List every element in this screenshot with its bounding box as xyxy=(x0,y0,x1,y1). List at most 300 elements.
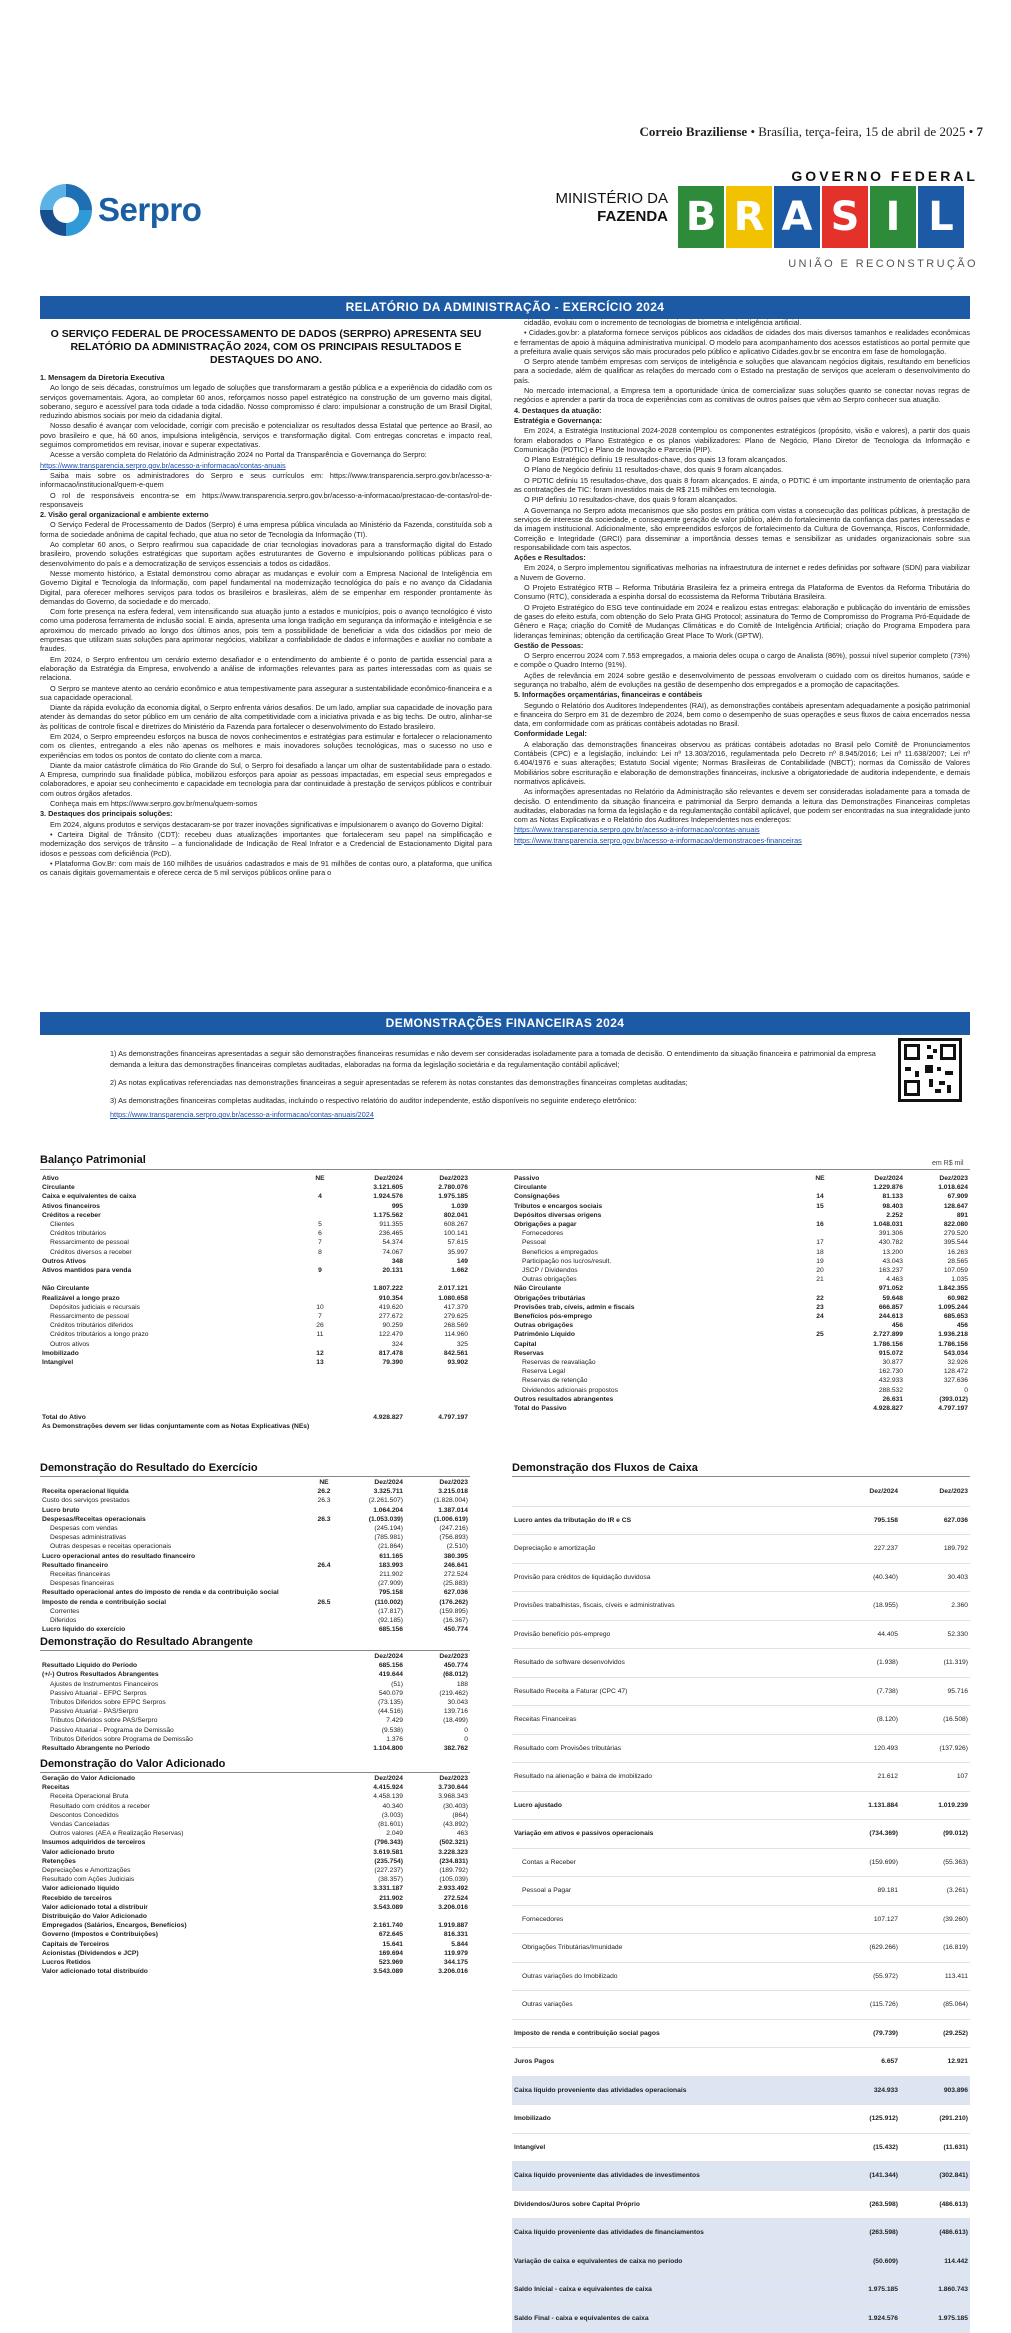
report-right-paragraph: Gestão de Pessoas: xyxy=(514,640,584,650)
dva-row xyxy=(40,1820,470,1829)
ativo-cell: 1.662 xyxy=(451,1267,468,1275)
dfc-cell: (486.613) xyxy=(900,2219,970,2248)
dfc-cell: (125.912) xyxy=(830,2105,900,2134)
dfc-cell: Outras variações xyxy=(512,1991,830,2020)
passivo-cell: JSCP / Dividendos xyxy=(522,1267,578,1275)
passivo-cell: 1.035 xyxy=(951,1276,968,1284)
serpro-logo xyxy=(40,184,201,236)
dfc-rule xyxy=(512,1476,970,1477)
passivo-cell: Outros resultados abrangentes xyxy=(514,1395,614,1403)
passivo-cell: 1.095.244 xyxy=(938,1303,968,1311)
financial-note-2: 2) As notas explicativas referenciadas nas demonstrações financeiras a seguir apresentadas se referem às notas constantes das demonstrações financeiras completas auditadas; xyxy=(110,1078,688,1087)
dra-table xyxy=(40,1652,470,1753)
ativo-row xyxy=(40,1330,470,1339)
dfc-row xyxy=(512,1563,970,1592)
dfc-cell: 324.933 xyxy=(830,2076,900,2105)
financial-note-1: 1) As demonstrações financeiras apresentadas a seguir são demonstrações financeiras resumidas e não devem ser consideradas isoladamente para a tomada de decisão. O entendimento da situação financeira e patrimonial da empresa demanda a leitura das demonstrações financeiras completas auditadas, elaboradas na forma da legislação societária e da regulamentação contábil aplicável; xyxy=(110,1049,876,1069)
ministry-line-2: FAZENDA xyxy=(597,208,668,225)
dfc-cell: 6.657 xyxy=(830,2048,900,2077)
dfc-cell: (3.261) xyxy=(900,1877,970,1906)
dre-cell: 627.036 xyxy=(443,1589,468,1597)
dva-cell xyxy=(405,1912,470,1921)
passivo-cell: 32.926 xyxy=(947,1359,968,1367)
dre-cell: 3.215.018 xyxy=(438,1488,468,1496)
ativo-row xyxy=(40,1220,470,1229)
dva-cell: 816.331 xyxy=(443,1931,468,1939)
dva-cell: (105.039) xyxy=(439,1876,468,1884)
ativo-cell xyxy=(40,1395,300,1404)
passivo-cell: 279.520 xyxy=(943,1230,968,1238)
report-right-paragraph: O Projeto Estratégico do ESG teve continuidade em 2024 e realizou estas entregas: elaboração e publicação do inventário de emissões de gases do efeito estufa, com obtenção do Selo Prata GHG Protocol; assinatura do Termo de Compromisso do Programa Pró-Equidade de Gênero e Raça; criação do Comitê de Mudanças Climáticas e do Comitê de Inteligência Artificial; criação do Programa Empodera para lideranças femininas; obtenção da certificação Great Place To Work (GPTW). xyxy=(514,602,970,640)
dva-row xyxy=(40,1802,470,1811)
dra-cell: 450.774 xyxy=(443,1662,468,1670)
passivo-cell: 822.080 xyxy=(943,1221,968,1229)
ativo-row xyxy=(40,1367,470,1376)
passivo-cell: 30.877 xyxy=(882,1359,903,1367)
dva-cell: Vendas Canceladas xyxy=(50,1821,110,1829)
dra-cell: (73.135) xyxy=(378,1699,403,1707)
report-right-paragraph: O Projeto Estratégico RTB – Reforma Tributária Brasileira fez a primeira entrega da Plataforma de Eventos da Reforma Tributária do Consumo (RTC), considerada a espinha dorsal do ecossistema da Reforma Tributária Brasileira. xyxy=(514,583,970,602)
report-left-paragraph: Conheça mais em https://www.serpro.gov.br/menu/quem-somos xyxy=(50,799,258,809)
dva-cell: 672.645 xyxy=(378,1931,403,1939)
passivo-row xyxy=(512,1183,970,1192)
passivo-cell: Reserva Legal xyxy=(522,1368,566,1376)
passivo-cell: 128.472 xyxy=(943,1368,968,1376)
dva-cell: Descontos Concedidos xyxy=(50,1811,119,1819)
ativo-cell: Outros Ativos xyxy=(42,1257,86,1265)
dra-row xyxy=(40,1707,470,1716)
dva-rule xyxy=(40,1772,470,1773)
report-right-paragraph: O PIP definiu 10 resultados-chave, dos quais 9 foram alcançados. xyxy=(524,495,738,505)
passivo-cell: 98.403 xyxy=(882,1202,903,1210)
passivo-row xyxy=(512,1294,970,1303)
dva-cell: 3.228.323 xyxy=(438,1848,468,1856)
dre-cell xyxy=(308,1579,340,1588)
dre-cell: (21.864) xyxy=(378,1543,403,1551)
passivo-cell: 2.727.899 xyxy=(873,1331,903,1339)
dva-cell: 2.161.740 xyxy=(373,1922,403,1930)
dva-cell: Insumos adquiridos de terceiros xyxy=(42,1839,146,1847)
dre-cell: 26.3 xyxy=(317,1515,331,1523)
serpro-logo-icon xyxy=(40,184,92,236)
dfc-row xyxy=(512,1877,970,1906)
ativo-cell xyxy=(300,1404,340,1413)
serpro-logo-text: Serpro xyxy=(98,191,202,228)
report-left-paragraph[interactable]: https://www.transparencia.serpro.gov.br/acesso-a-informacao/contas-anuais xyxy=(40,460,286,470)
dfc-cell: (7.738) xyxy=(830,1677,900,1706)
dfc-cell: 795.158 xyxy=(830,1506,900,1535)
dfc-cell: Caixa líquido proveniente das atividades operacionais xyxy=(512,2076,830,2105)
dre-cell: (17.817) xyxy=(378,1607,403,1615)
report-left-paragraph: 3. Destaques dos principais soluções: xyxy=(40,809,173,819)
ativo-cell: 3.121.605 xyxy=(373,1184,403,1192)
report-left-paragraph: Diante da rápida evolução da economia digital, o Serpro enfrenta vários desafios. De um lado, ampliar sua capacidade de inovação para atender às demandas do setor público em um cenário de alta competitividade com a iniciativa privada e as big techs. De outro, alinhar-se às políticas de controle fiscal e diretrizes do Ministério da Fazenda para fortalecer o desenvolvimento do Estado brasileiro. xyxy=(40,703,492,731)
dre-cell: (92.185) xyxy=(378,1617,403,1625)
passivo-cell: 456 xyxy=(891,1322,903,1330)
dfc-table xyxy=(512,1478,970,2333)
report-left-paragraph: Com forte presença na esfera federal, vem intensificando sua atuação junto a estados e municípios, pois o avanço tecnológico é visto como uma poderosa ferramenta de inclusão social. E ainda, apresenta uma longa tradição em segurança da informação e inteligência e se aproximou do mercado privado ao longo dos últimos anos, pois tem a possibilidade de beneficiar a vida dos cidadãos por meio de empresas que utilizam suas soluções para aprimorar negócios, viabilizar a confiabilidade de dados e informações e auxiliar no combate a fraudes. xyxy=(40,607,492,654)
dre-cell: 272.524 xyxy=(443,1571,468,1579)
dfc-cell: Caixa líquido proveniente das atividades de financiamentos xyxy=(512,2219,830,2248)
balanco-rule xyxy=(40,1169,970,1170)
ativo-cell: Créditos tributários a longo prazo xyxy=(50,1331,149,1339)
governo-federal-title: GOVERNO FEDERAL xyxy=(791,168,978,184)
dfc-cell: Intangível xyxy=(512,2133,830,2162)
dre-header-row xyxy=(40,1478,470,1487)
passivo-row xyxy=(512,1367,970,1376)
passivo-cell: 915.072 xyxy=(878,1349,903,1357)
passivo-header-cell: Passivo xyxy=(514,1175,540,1182)
dva-cell: 15.641 xyxy=(382,1940,403,1948)
passivo-row xyxy=(512,1275,970,1284)
dfc-cell: Resultado na alienação e baixa de imobilizado xyxy=(512,1763,830,1792)
dra-cell: Tributos Diferidos sobre PAS/Serpro xyxy=(50,1717,158,1725)
dre-row xyxy=(40,1588,470,1597)
passivo-cell xyxy=(800,1211,840,1220)
dre-cell: (1.053.039) xyxy=(368,1515,403,1523)
ativo-cell: 7 xyxy=(318,1239,322,1247)
report-right-paragraph: O Plano de Negócio definiu 11 resultados-chave, dos quais 9 foram alcançados. xyxy=(524,465,784,475)
dra-row xyxy=(40,1670,470,1679)
ativo-cell: 6 xyxy=(318,1230,322,1238)
dfc-row xyxy=(512,1592,970,1621)
dre-cell: 211.902 xyxy=(379,1571,403,1579)
balanco-ativo-table xyxy=(40,1174,470,1432)
dra-cell: 7.429 xyxy=(386,1717,403,1725)
passivo-header-cell: Dez/2023 xyxy=(939,1175,968,1182)
dva-row xyxy=(40,1884,470,1893)
dra-cell: Passivo Atuarial - Programa de Demissão xyxy=(50,1726,174,1734)
passivo-cell: Consignações xyxy=(514,1193,560,1201)
passivo-cell: 4.928.827 xyxy=(873,1405,903,1413)
dre-cell: Resultado operacional antes do imposto de renda e da contribuição social xyxy=(42,1589,279,1597)
dfc-cell: 114.442 xyxy=(900,2247,970,2276)
ativo-cell xyxy=(405,1386,470,1395)
dva-cell: 463 xyxy=(456,1830,468,1838)
dre-cell: Lucro bruto xyxy=(42,1506,80,1514)
dfc-cell: 21.612 xyxy=(830,1763,900,1792)
report-right-paragraph[interactable]: https://www.transparencia.serpro.gov.br/acesso-a-informacao/contas-anuais xyxy=(514,825,760,835)
ativo-cell: 100.141 xyxy=(443,1230,468,1238)
dfc-cell: Provisões trabalhistas, fiscais, cíveis e administrativas xyxy=(512,1592,830,1621)
financial-notes xyxy=(110,1048,890,1127)
passivo-cell: 25 xyxy=(816,1331,824,1339)
ativo-cell: 12 xyxy=(316,1349,324,1357)
passivo-cell: 685.653 xyxy=(943,1313,968,1321)
ativo-cell xyxy=(300,1202,340,1211)
dra-cell: Resultado Abrangente no Período xyxy=(42,1745,150,1753)
brasil-letter: B xyxy=(678,186,724,248)
passivo-cell: Reservas de reavaliação xyxy=(522,1359,596,1367)
dfc-row xyxy=(512,2162,970,2191)
governo-federal-tagline: UNIÃO E RECONSTRUÇÃO xyxy=(788,258,978,270)
dfc-cell: 903.896 xyxy=(900,2076,970,2105)
ativo-cell: 122.479 xyxy=(378,1331,403,1339)
passivo-cell: 22 xyxy=(816,1294,824,1302)
dra-cell: Resultado Líquido do Período xyxy=(42,1662,138,1670)
ativo-cell xyxy=(300,1386,340,1395)
ativo-cell xyxy=(300,1413,340,1422)
report-left-paragraph: O Serpro se manteve atento ao cenário econômico e atua tempestivamente para assegurar a sustentabilidade econômico-financeira e a sua capacidade operacional. xyxy=(40,683,492,702)
dfc-cell: (15.432) xyxy=(830,2133,900,2162)
ativo-cell: 2.780.076 xyxy=(438,1184,468,1192)
dfc-cell: (1.938) xyxy=(830,1649,900,1678)
ativo-cell: 5 xyxy=(318,1221,322,1229)
ativo-cell: 1.039 xyxy=(451,1202,468,1210)
dfc-row xyxy=(512,1991,970,2020)
passivo-cell: 666.857 xyxy=(878,1303,903,1311)
dra-cell: 419.644 xyxy=(378,1671,403,1679)
dva-row xyxy=(40,1774,470,1783)
dfc-cell: Receitas Financeiras xyxy=(512,1706,830,1735)
dva-cell: 2.049 xyxy=(386,1830,403,1838)
dva-cell: 3.619.581 xyxy=(373,1848,403,1856)
ativo-row xyxy=(40,1284,470,1293)
report-heading: O SERVIÇO FEDERAL DE PROCESSAMENTO DE DADOS (SERPRO) APRESENTA SEU RELATÓRIO DA ADMINISTRAÇÃO 2024, COM OS PRINCIPAIS RESULTADOS E DESTAQUES DO ANO. xyxy=(50,328,482,366)
passivo-row xyxy=(512,1386,970,1395)
dfc-row xyxy=(512,1934,970,1963)
dre-table xyxy=(40,1478,470,1634)
ativo-cell: 26 xyxy=(316,1322,324,1330)
ativo-cell xyxy=(405,1376,470,1385)
ativo-row xyxy=(40,1349,470,1358)
report-right-paragraphs xyxy=(514,318,970,845)
dva-cell: Receita Operacional Bruta xyxy=(50,1793,129,1801)
dfc-cell: (486.613) xyxy=(900,2190,970,2219)
report-left-paragraph: 1. Mensagem da Diretoria Executiva xyxy=(40,373,165,382)
report-right-paragraph: Em 2024, o Serpro implementou significativas melhorias na infraestrutura de internet e redes definidas por software (SDN) para viabilizar a Nuvem de Governo. xyxy=(514,563,970,582)
brasil-letter: S xyxy=(822,186,868,248)
dfc-cell: 1.975.185 xyxy=(900,2304,970,2333)
dra-row xyxy=(40,1716,470,1725)
ativo-cell: Não Circulante xyxy=(42,1285,90,1293)
ativo-row xyxy=(40,1294,470,1303)
dra-cell: Ajustes de Instrumentos Financeiros xyxy=(50,1680,159,1688)
passivo-cell xyxy=(800,1358,840,1367)
report-right-paragraph[interactable]: https://www.transparencia.serpro.gov.br/acesso-a-informacao/demonstracoes-financeiras xyxy=(514,835,802,845)
dra-cell: 685.156 xyxy=(378,1662,403,1670)
passivo-cell: 456 xyxy=(956,1322,968,1330)
dfc-cell: (99.012) xyxy=(900,1820,970,1849)
ativo-cell: 10 xyxy=(316,1303,324,1311)
dva-cell: 4.458.139 xyxy=(373,1793,403,1801)
ativo-cell: 114.960 xyxy=(444,1331,468,1339)
dva-cell: 272.524 xyxy=(443,1894,468,1902)
dva-row xyxy=(40,1967,470,1976)
dra-cell: (9.538) xyxy=(381,1726,403,1734)
report-column-right xyxy=(514,318,970,1060)
passivo-cell: 4.797.197 xyxy=(938,1405,968,1413)
dva-cell: Governo (Impostos e Contribuições) xyxy=(42,1931,158,1939)
ativo-cell xyxy=(300,1367,340,1376)
passivo-cell: 1.786.156 xyxy=(873,1340,903,1348)
dfc-cell: 107 xyxy=(900,1763,970,1792)
passivo-cell: 17 xyxy=(816,1239,824,1247)
dfc-cell: (137.926) xyxy=(900,1734,970,1763)
dre-row xyxy=(40,1625,470,1634)
passivo-cell: Depósitos diversas origens xyxy=(514,1211,602,1219)
dva-cell: Valor adicionado bruto xyxy=(42,1848,115,1856)
ativo-cell: 910.354 xyxy=(378,1294,403,1302)
dre-cell: Imposto de renda e contribuição social xyxy=(42,1598,167,1606)
dre-cell: 611.165 xyxy=(379,1552,403,1560)
passivo-row xyxy=(512,1248,970,1257)
ativo-header-cell: Ativo xyxy=(42,1175,59,1182)
report-right-paragraph: No mercado internacional, a Empresa tem a oportunidade única de comercializar suas soluções quanto se conectar novas regras de negócios e aprender a partir da troca de experiências com as comitivas de outros países que vêm ao Serpro conhecer sua atuação. xyxy=(514,386,970,405)
dva-cell: (189.792) xyxy=(439,1867,468,1875)
dre-cell: (756.893) xyxy=(439,1534,468,1542)
passivo-cell: 81.133 xyxy=(882,1193,903,1201)
dva-cell: Retenções xyxy=(42,1857,76,1865)
dre-cell: (785.981) xyxy=(374,1534,403,1542)
dfc-cell: 627.036 xyxy=(900,1506,970,1535)
dva-row xyxy=(40,1949,470,1958)
dfc-cell: (8.120) xyxy=(830,1706,900,1735)
dva-cell: Valor adicionado total a distribuir xyxy=(42,1903,148,1911)
dfc-row xyxy=(512,1820,970,1849)
dva-row xyxy=(40,1903,470,1912)
dva-cell: (43.892) xyxy=(443,1821,468,1829)
dre-cell: Outras despesas e receitas operacionais xyxy=(50,1543,172,1551)
dre-cell: 183.993 xyxy=(378,1561,403,1569)
dra-cell: 0 xyxy=(464,1726,468,1734)
passivo-cell: Circulante xyxy=(514,1184,547,1192)
dfc-row xyxy=(512,1763,970,1792)
passivo-cell xyxy=(800,1340,840,1349)
dva-cell: Lucros Retidos xyxy=(42,1959,91,1967)
passivo-cell: 327.636 xyxy=(943,1377,968,1385)
report-left-paragraph: Ao completar 60 anos, o Serpro reafirmou sua capacidade de criar tecnologias inovadoras para a transformação digital do Estado brasileiro, provendo soluções estratégicas que suportam ações estruturantes de Governo e impulsionando políticas públicas para o desenvolvimento do país e a democratização de serviços essenciais a todos os cidadãos. xyxy=(40,540,492,568)
dva-cell: Capitais de Terceiros xyxy=(42,1940,110,1948)
dva-cell: 344.175 xyxy=(443,1959,468,1967)
ativo-row xyxy=(40,1248,470,1257)
newspaper-name: Correio Braziliense xyxy=(639,124,748,139)
dva-row xyxy=(40,1921,470,1930)
passivo-cell: 21 xyxy=(816,1276,824,1284)
brasil-letter: L xyxy=(918,186,964,248)
dra-title: Demonstração do Resultado Abrangente xyxy=(40,1636,253,1648)
dva-row xyxy=(40,1848,470,1857)
ativo-cell: As Demonstrações devem ser lidas conjuntamente com as Notas Explicativas (NEs) xyxy=(42,1423,310,1431)
dfc-cell: Variação em ativos e passivos operacionais xyxy=(512,1820,830,1849)
ativo-cell: Imobilizado xyxy=(42,1349,79,1357)
dra-cell: (51) xyxy=(391,1680,403,1688)
qr-code[interactable] xyxy=(898,1038,962,1102)
ativo-cell: Créditos tributários xyxy=(50,1230,107,1238)
passivo-cell: Não Circulante xyxy=(514,1285,562,1293)
dfc-cell: (302.841) xyxy=(900,2162,970,2191)
dfc-cell: Fornecedores xyxy=(512,1905,830,1934)
dfc-cell: 113.411 xyxy=(900,1962,970,1991)
dva-row xyxy=(40,1875,470,1884)
passivo-cell xyxy=(800,1367,840,1376)
report-column-left xyxy=(40,324,492,1058)
dva-cell: 4.415.924 xyxy=(373,1784,403,1792)
dre-cell: (1.006.619) xyxy=(433,1515,468,1523)
ativo-row xyxy=(40,1386,470,1395)
ativo-cell: Depósitos judiciais e recursais xyxy=(50,1303,140,1311)
passivo-cell: 891 xyxy=(956,1211,968,1219)
ad-header xyxy=(40,162,978,284)
passivo-row xyxy=(512,1404,970,1413)
report-right-paragraph: O Serpro atende também empresas com serviços de inteligência e soluções que alavancam negócios digitais, resultando em benefícios para a sociedade, além de qualificar as relações do mercado com o Estado na prestação de serviços que aceleram o desenvolvimento do país. xyxy=(514,357,970,385)
passivo-cell: Capital xyxy=(514,1340,537,1348)
ativo-row xyxy=(40,1413,470,1422)
passivo-cell: 4.463 xyxy=(886,1276,903,1284)
dva-cell: Recebido de terceiros xyxy=(42,1894,112,1902)
dre-row xyxy=(40,1533,470,1542)
ativo-row xyxy=(40,1321,470,1330)
dfc-cell: Imobilizado xyxy=(512,2105,830,2134)
dfc-cell: (40.340) xyxy=(830,1563,900,1592)
dfc-header-row xyxy=(512,1478,970,1506)
passivo-row xyxy=(512,1340,970,1349)
passivo-cell xyxy=(800,1229,840,1238)
dva-row xyxy=(40,1783,470,1792)
ativo-row xyxy=(40,1192,470,1201)
dva-row xyxy=(40,1940,470,1949)
ativo-cell: 8 xyxy=(318,1248,322,1256)
dva-cell: (30.403) xyxy=(443,1802,468,1810)
dre-cell xyxy=(308,1616,340,1625)
dra-cell: 139.716 xyxy=(443,1708,468,1716)
dre-row xyxy=(40,1506,470,1515)
report-left-paragraph: 2. Visão geral organizacional e ambiente externo xyxy=(40,510,209,520)
dre-cell: 1.064.204 xyxy=(373,1506,403,1514)
ativo-cell: Circulante xyxy=(42,1184,75,1192)
dfc-row xyxy=(512,2076,970,2105)
ativo-cell: 57.615 xyxy=(447,1239,468,1247)
dva-row xyxy=(40,1912,470,1921)
report-left-paragraph: O rol de responsáveis encontra-se em https://www.transparencia.serpro.gov.br/acesso-a-informacao/prestacao-de-contas/rol-de-responsaveis xyxy=(40,490,492,509)
dre-cell: 795.158 xyxy=(378,1589,403,1597)
brasil-letter: R xyxy=(726,186,772,248)
ativo-cell xyxy=(40,1404,300,1413)
dre-cell: (110.002) xyxy=(374,1598,403,1606)
ativo-row xyxy=(40,1266,470,1275)
dfc-row xyxy=(512,1677,970,1706)
ativo-cell xyxy=(40,1386,300,1395)
passivo-cell xyxy=(800,1404,840,1413)
newspaper-masthead xyxy=(640,124,984,140)
ativo-cell xyxy=(405,1367,470,1376)
dre-cell: Lucro operacional antes do resultado financeiro xyxy=(42,1552,196,1560)
dva-cell: (502.321) xyxy=(439,1839,468,1847)
dfc-cell: (263.598) xyxy=(830,2190,900,2219)
dre-cell: Despesas com vendas xyxy=(50,1525,118,1533)
passivo-cell: 391.306 xyxy=(878,1230,903,1238)
ativo-row xyxy=(40,1312,470,1321)
dre-cell: (2.261.507) xyxy=(368,1497,403,1505)
dva-row xyxy=(40,1811,470,1820)
dva-cell: 3.543.089 xyxy=(373,1903,403,1911)
ativo-cell: 277.672 xyxy=(378,1313,403,1321)
ativo-cell xyxy=(300,1294,340,1303)
ativo-cell: 1.080.658 xyxy=(438,1294,468,1302)
ativo-cell: 20.131 xyxy=(382,1267,403,1275)
dre-cell xyxy=(308,1588,340,1597)
dva-cell: 3.543.089 xyxy=(373,1968,403,1976)
dre-cell: Lucro líquido do exercício xyxy=(42,1626,126,1634)
financial-notes-link[interactable]: https://www.transparencia.serpro.gov.br/acesso-a-informacao/contas-anuais/2024 xyxy=(110,1110,374,1119)
ativo-cell: 842.561 xyxy=(443,1349,468,1357)
ativo-row xyxy=(40,1340,470,1349)
dra-row xyxy=(40,1726,470,1735)
ativo-cell: Créditos diversos a receber xyxy=(50,1248,132,1256)
report-right-paragraph: 4. Destaques da atuação: xyxy=(514,405,602,415)
ativo-cell: 268.569 xyxy=(443,1322,468,1330)
dre-cell: Despesas administrativas xyxy=(50,1534,127,1542)
